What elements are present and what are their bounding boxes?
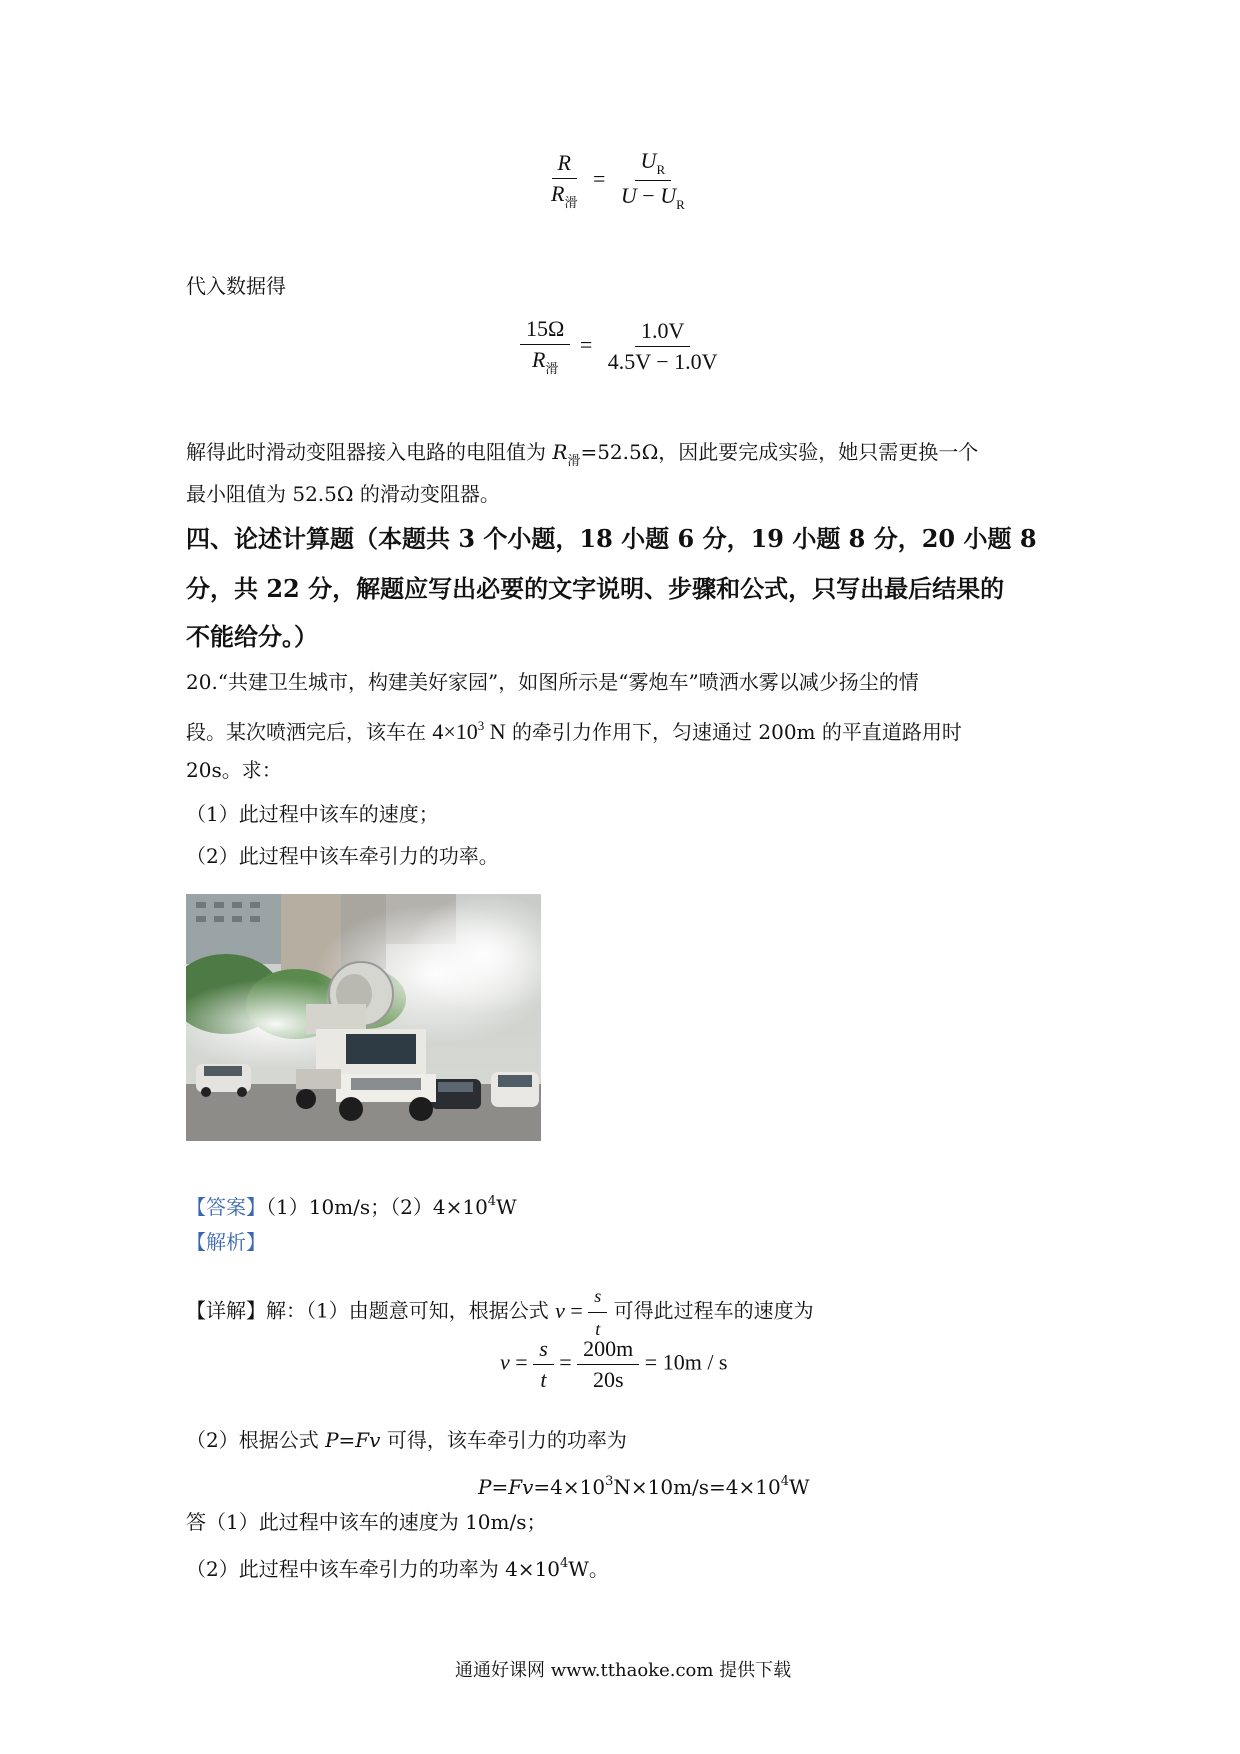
velocity-eq2: = — [553, 1349, 578, 1375]
velocity-frac2-num: 200m — [577, 1336, 639, 1365]
answer-tag: 【答案】 — [186, 1195, 266, 1219]
question-sub1: （1）此过程中该车的速度； — [186, 802, 439, 826]
power-step — [186, 1426, 627, 1454]
detail-formula-var: v — [555, 1297, 565, 1323]
question-line1: 20.“共建卫生城市，构建美好家园”，如图所示是“雾炮车”喷洒水雾以减少扬尘的情 — [186, 670, 919, 694]
formula-ratio-rhs — [615, 148, 691, 213]
detail-line — [186, 1282, 814, 1343]
answer-text-b: W — [496, 1195, 517, 1219]
conclusion-text-b: =52.5Ω，因此要完成实验，她只需更换一个 — [580, 440, 979, 464]
power-calc-part3: W — [789, 1475, 810, 1499]
numeric-rhs-num: 1.0V — [635, 318, 690, 347]
final-answer-line2-a: （2）此过程中该车牵引力的功率为 4×10 — [186, 1557, 561, 1581]
velocity-eq1: = — [509, 1349, 534, 1375]
numeric-lhs-num: 15Ω — [520, 316, 570, 345]
formula-ratio-lhs — [545, 150, 583, 211]
conclusion-text-a: 解得此时滑动变阻器接入电路的电阻值为 — [186, 440, 553, 464]
force-base: 4×10 — [432, 719, 478, 744]
section-heading-line2: 分，共 22 分，解题应写出必要的文字说明、步骤和公式，只写出最后结果的 — [186, 574, 1005, 603]
power-step-b: 可得，该车牵引力的功率为 — [380, 1428, 627, 1452]
velocity-var: v — [500, 1349, 510, 1375]
velocity-frac1 — [533, 1336, 554, 1393]
power-calc-part1: =4×10 — [533, 1475, 606, 1499]
force-value — [432, 719, 505, 744]
power-step-a: （2）根据公式 — [186, 1428, 326, 1452]
detail-formula — [555, 1286, 607, 1339]
numeric-rhs-den: 4.5V − 1.0V — [607, 349, 718, 374]
text-substitute: 代入数据得 — [186, 274, 286, 298]
final-answer-line2 — [186, 1550, 609, 1583]
force-unit: N — [484, 719, 506, 744]
lhs-denominator-sub: 滑 — [564, 195, 578, 210]
rhs-numerator-sub: R — [656, 162, 666, 177]
lhs-denominator-var: R — [551, 181, 565, 206]
numeric-lhs-den-sub: 滑 — [545, 361, 559, 376]
conclusion-line1 — [186, 438, 978, 476]
formula-numeric — [520, 316, 724, 377]
lhs-numerator: R — [552, 150, 577, 179]
analysis-tag: 【解析】 — [186, 1230, 266, 1254]
power-calc-exp2: 4 — [780, 1474, 790, 1489]
power-calc-part2: N×10m/s=4×10 — [613, 1475, 781, 1499]
velocity-frac2 — [577, 1336, 639, 1393]
rhs-den-var1: U — [620, 183, 637, 208]
question-sub2: （2）此过程中该车牵引力的功率。 — [186, 844, 499, 868]
detail-text-a: 解：（1）由题意可知，根据公式 — [266, 1298, 556, 1323]
power-calc-exp1: 3 — [605, 1474, 614, 1489]
mist-cannon-truck-photo — [186, 894, 541, 1141]
final-answer-line2-exp: 4 — [560, 1556, 569, 1571]
power-calc-var: P=Fv — [478, 1475, 534, 1499]
formula-ratio — [545, 148, 691, 213]
detail-formula-eq: = — [564, 1297, 589, 1323]
conclusion-var: R — [552, 440, 568, 464]
rhs-numerator-var: U — [640, 148, 657, 173]
numeric-lhs — [520, 316, 570, 377]
detail-formula-den: t — [595, 1319, 601, 1339]
numeric-rhs — [602, 318, 724, 375]
final-answer-line2-b: W。 — [568, 1557, 609, 1581]
final-answer-line1: 答（1）此过程中该车的速度为 10m/s； — [186, 1510, 547, 1534]
velocity-frac2-den: 20s — [592, 1367, 624, 1392]
equals-sign: = — [579, 331, 593, 357]
velocity-calc — [500, 1336, 728, 1393]
question-line2-b: 的牵引力作用下，匀速通过 200m 的平直道路用时 — [505, 720, 962, 744]
velocity-frac1-den: t — [540, 1367, 547, 1392]
equals-sign: = — [592, 165, 606, 191]
answer-line — [186, 1188, 517, 1221]
rhs-den-var2: U — [660, 183, 677, 208]
answer-exp: 4 — [487, 1194, 497, 1209]
question-line2 — [186, 712, 962, 746]
detail-tag: 【详解】 — [186, 1298, 266, 1323]
velocity-frac1-num: s — [533, 1336, 554, 1365]
section-heading-line1: 四、论述计算题（本题共 3 个小题，18 小题 6 分，19 小题 8 分，20 小题 8 — [186, 524, 1037, 553]
detail-formula-num: s — [588, 1282, 607, 1313]
rhs-den-sub: R — [676, 197, 685, 212]
question-line3: 20s。求： — [186, 758, 282, 782]
conclusion-line2: 最小阻值为 52.5Ω 的滑动变阻器。 — [186, 482, 500, 506]
detail-text-b: 可得此过程车的速度为 — [607, 1298, 814, 1323]
page-footer: 通通好课网 www.tthaoke.com 提供下载 — [455, 1660, 792, 1681]
conclusion-sub: 滑 — [567, 454, 581, 469]
numeric-lhs-den-var: R — [531, 347, 546, 372]
detail-formula-frac — [588, 1282, 607, 1343]
section-heading-line3: 不能给分。） — [186, 622, 318, 651]
velocity-result: = 10m / s — [639, 1349, 728, 1375]
answer-text-a: （1）10m/s；（2）4×10 — [266, 1195, 488, 1219]
power-calc — [478, 1468, 810, 1501]
rhs-den-op: − — [642, 183, 655, 208]
power-step-formula: P=Fv — [325, 1428, 381, 1452]
question-line2-a: 段。某次喷洒完后，该车在 — [186, 720, 433, 744]
force-exp: 3 — [477, 718, 485, 733]
